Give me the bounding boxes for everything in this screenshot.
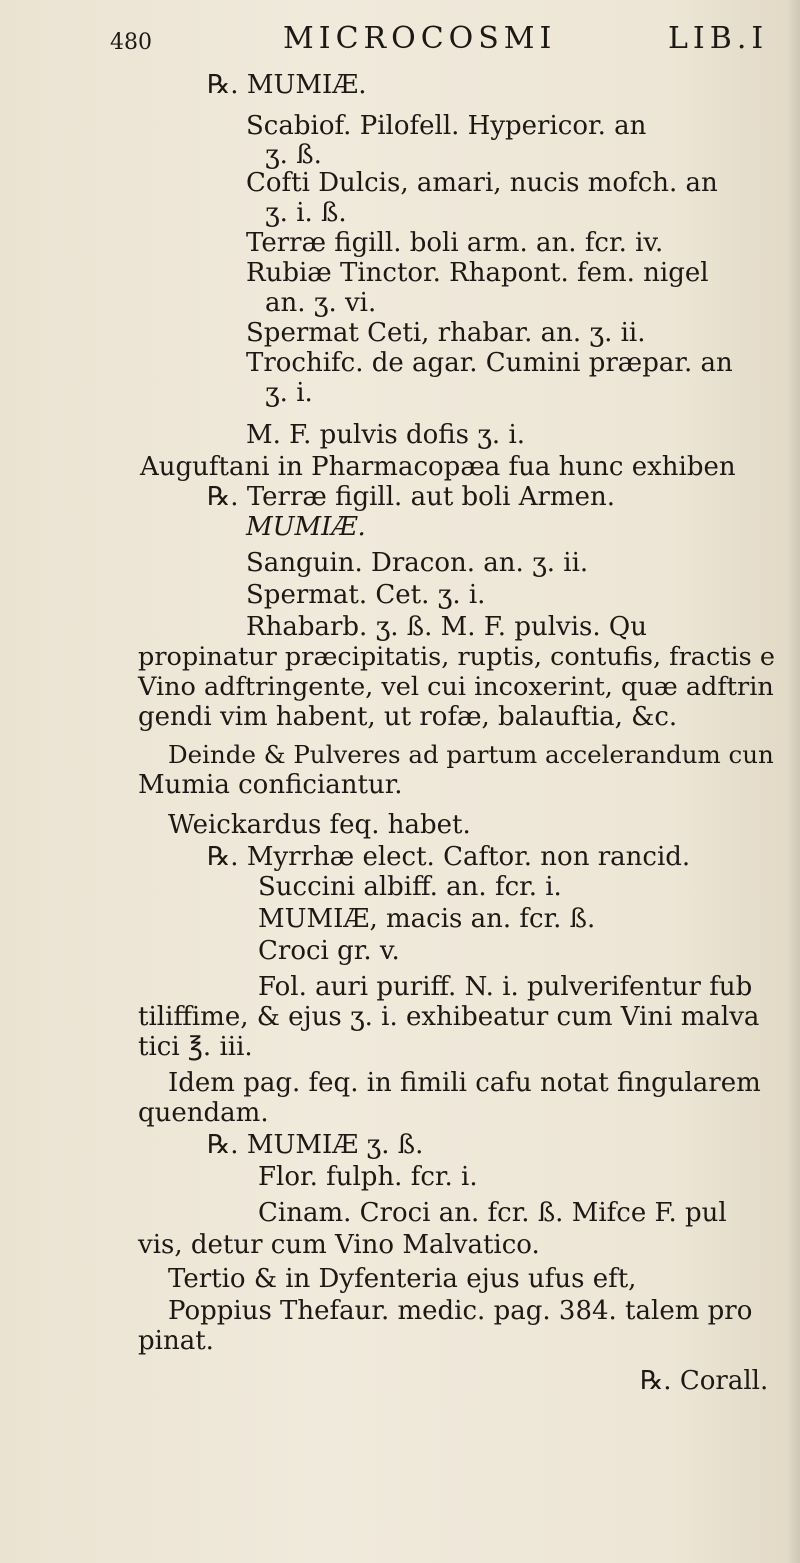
text-line: Cinam. Croci an. fcr. ß. Mifce F. pul	[258, 1198, 727, 1228]
text-line: vis, detur cum Vino Malvatico.	[138, 1230, 540, 1260]
text-line: Sanguin. Dracon. an. ʒ. ii.	[246, 548, 589, 578]
text-line: Scabiof. Pilofell. Hypericor. an	[246, 111, 647, 141]
catchword: ℞. Corall.	[640, 1366, 769, 1396]
text-line: an. ʒ. vi.	[265, 288, 377, 318]
text-line: tici ℥. iii.	[138, 1032, 253, 1062]
text-line: Rubiæ Tinctor. Rhapont. fem. nigel	[246, 258, 709, 288]
text-line: ℞. Terræ figill. aut boli Armen.	[207, 482, 615, 512]
text-line: Rhabarb. ʒ. ß. M. F. pulvis. Qu	[246, 612, 647, 642]
text-line: ℞. MUMIÆ ʒ. ß.	[207, 1130, 424, 1160]
page-number: 480	[110, 30, 152, 55]
text-line: Vino adftringente, vel cui incoxerint, quæ adftrin	[138, 672, 774, 702]
text-line: Tertio & in Dyfenteria ejus ufus eft,	[168, 1264, 637, 1294]
text-line: ʒ. i.	[265, 378, 313, 408]
text-line: pinat.	[138, 1326, 214, 1356]
text-line: MUMIÆ.	[246, 512, 366, 542]
text-line: ℞. Myrrhæ elect. Caftor. non rancid.	[207, 842, 691, 872]
text-line: Auguftani in Pharmacopæa fua hunc exhiben	[140, 452, 736, 482]
text-line: ʒ. ß.	[265, 140, 322, 170]
text-line: Idem pag. feq. in fimili cafu notat fingularem	[168, 1068, 761, 1098]
text-line: Deinde & Pulveres ad partum accelerandum cun	[168, 740, 774, 769]
book-number: LIB.I	[668, 21, 769, 56]
text-line: Succini albiff. an. fcr. i.	[258, 872, 562, 902]
text-line: M. F. pulvis dofis ʒ. i.	[246, 420, 526, 450]
text-line: gendi vim habent, ut rofæ, balauftia, &c.	[138, 702, 678, 732]
text-line: Spermat Ceti, rhabar. an. ʒ. ii.	[246, 318, 646, 348]
running-title: MICROCOSMI	[283, 21, 557, 56]
text-line: Croci gr. v.	[258, 936, 400, 966]
text-line: Terræ figill. boli arm. an. fcr. iv.	[246, 228, 664, 258]
text-line: Poppius Thefaur. medic. pag. 384. talem pro	[168, 1296, 753, 1326]
text-line: Weickardus feq. habet.	[168, 810, 471, 840]
text-line: Fol. auri puriff. N. i. pulverifentur fub	[258, 972, 753, 1002]
text-line: MUMIÆ, macis an. fcr. ß.	[258, 904, 596, 934]
text-line: ℞. MUMIÆ.	[207, 70, 367, 100]
text-line: ʒ. i. ß.	[265, 198, 347, 228]
text-line: Cofti Dulcis, amari, nucis mofch. an	[246, 168, 718, 198]
text-line: Spermat. Cet. ʒ. i.	[246, 580, 486, 610]
text-line: Flor. fulph. fcr. i.	[258, 1162, 478, 1192]
text-line: Mumia conficiantur.	[138, 770, 403, 800]
text-line: quendam.	[138, 1098, 269, 1128]
text-line: tiliffime, & ejus ʒ. i. exhibeatur cum Vini malva	[138, 1002, 760, 1032]
text-line: propinatur præcipitatis, ruptis, contufis, fractis e	[138, 642, 775, 672]
text-line: Trochifc. de agar. Cumini præpar. an	[246, 348, 733, 378]
page-edge	[786, 0, 800, 1563]
